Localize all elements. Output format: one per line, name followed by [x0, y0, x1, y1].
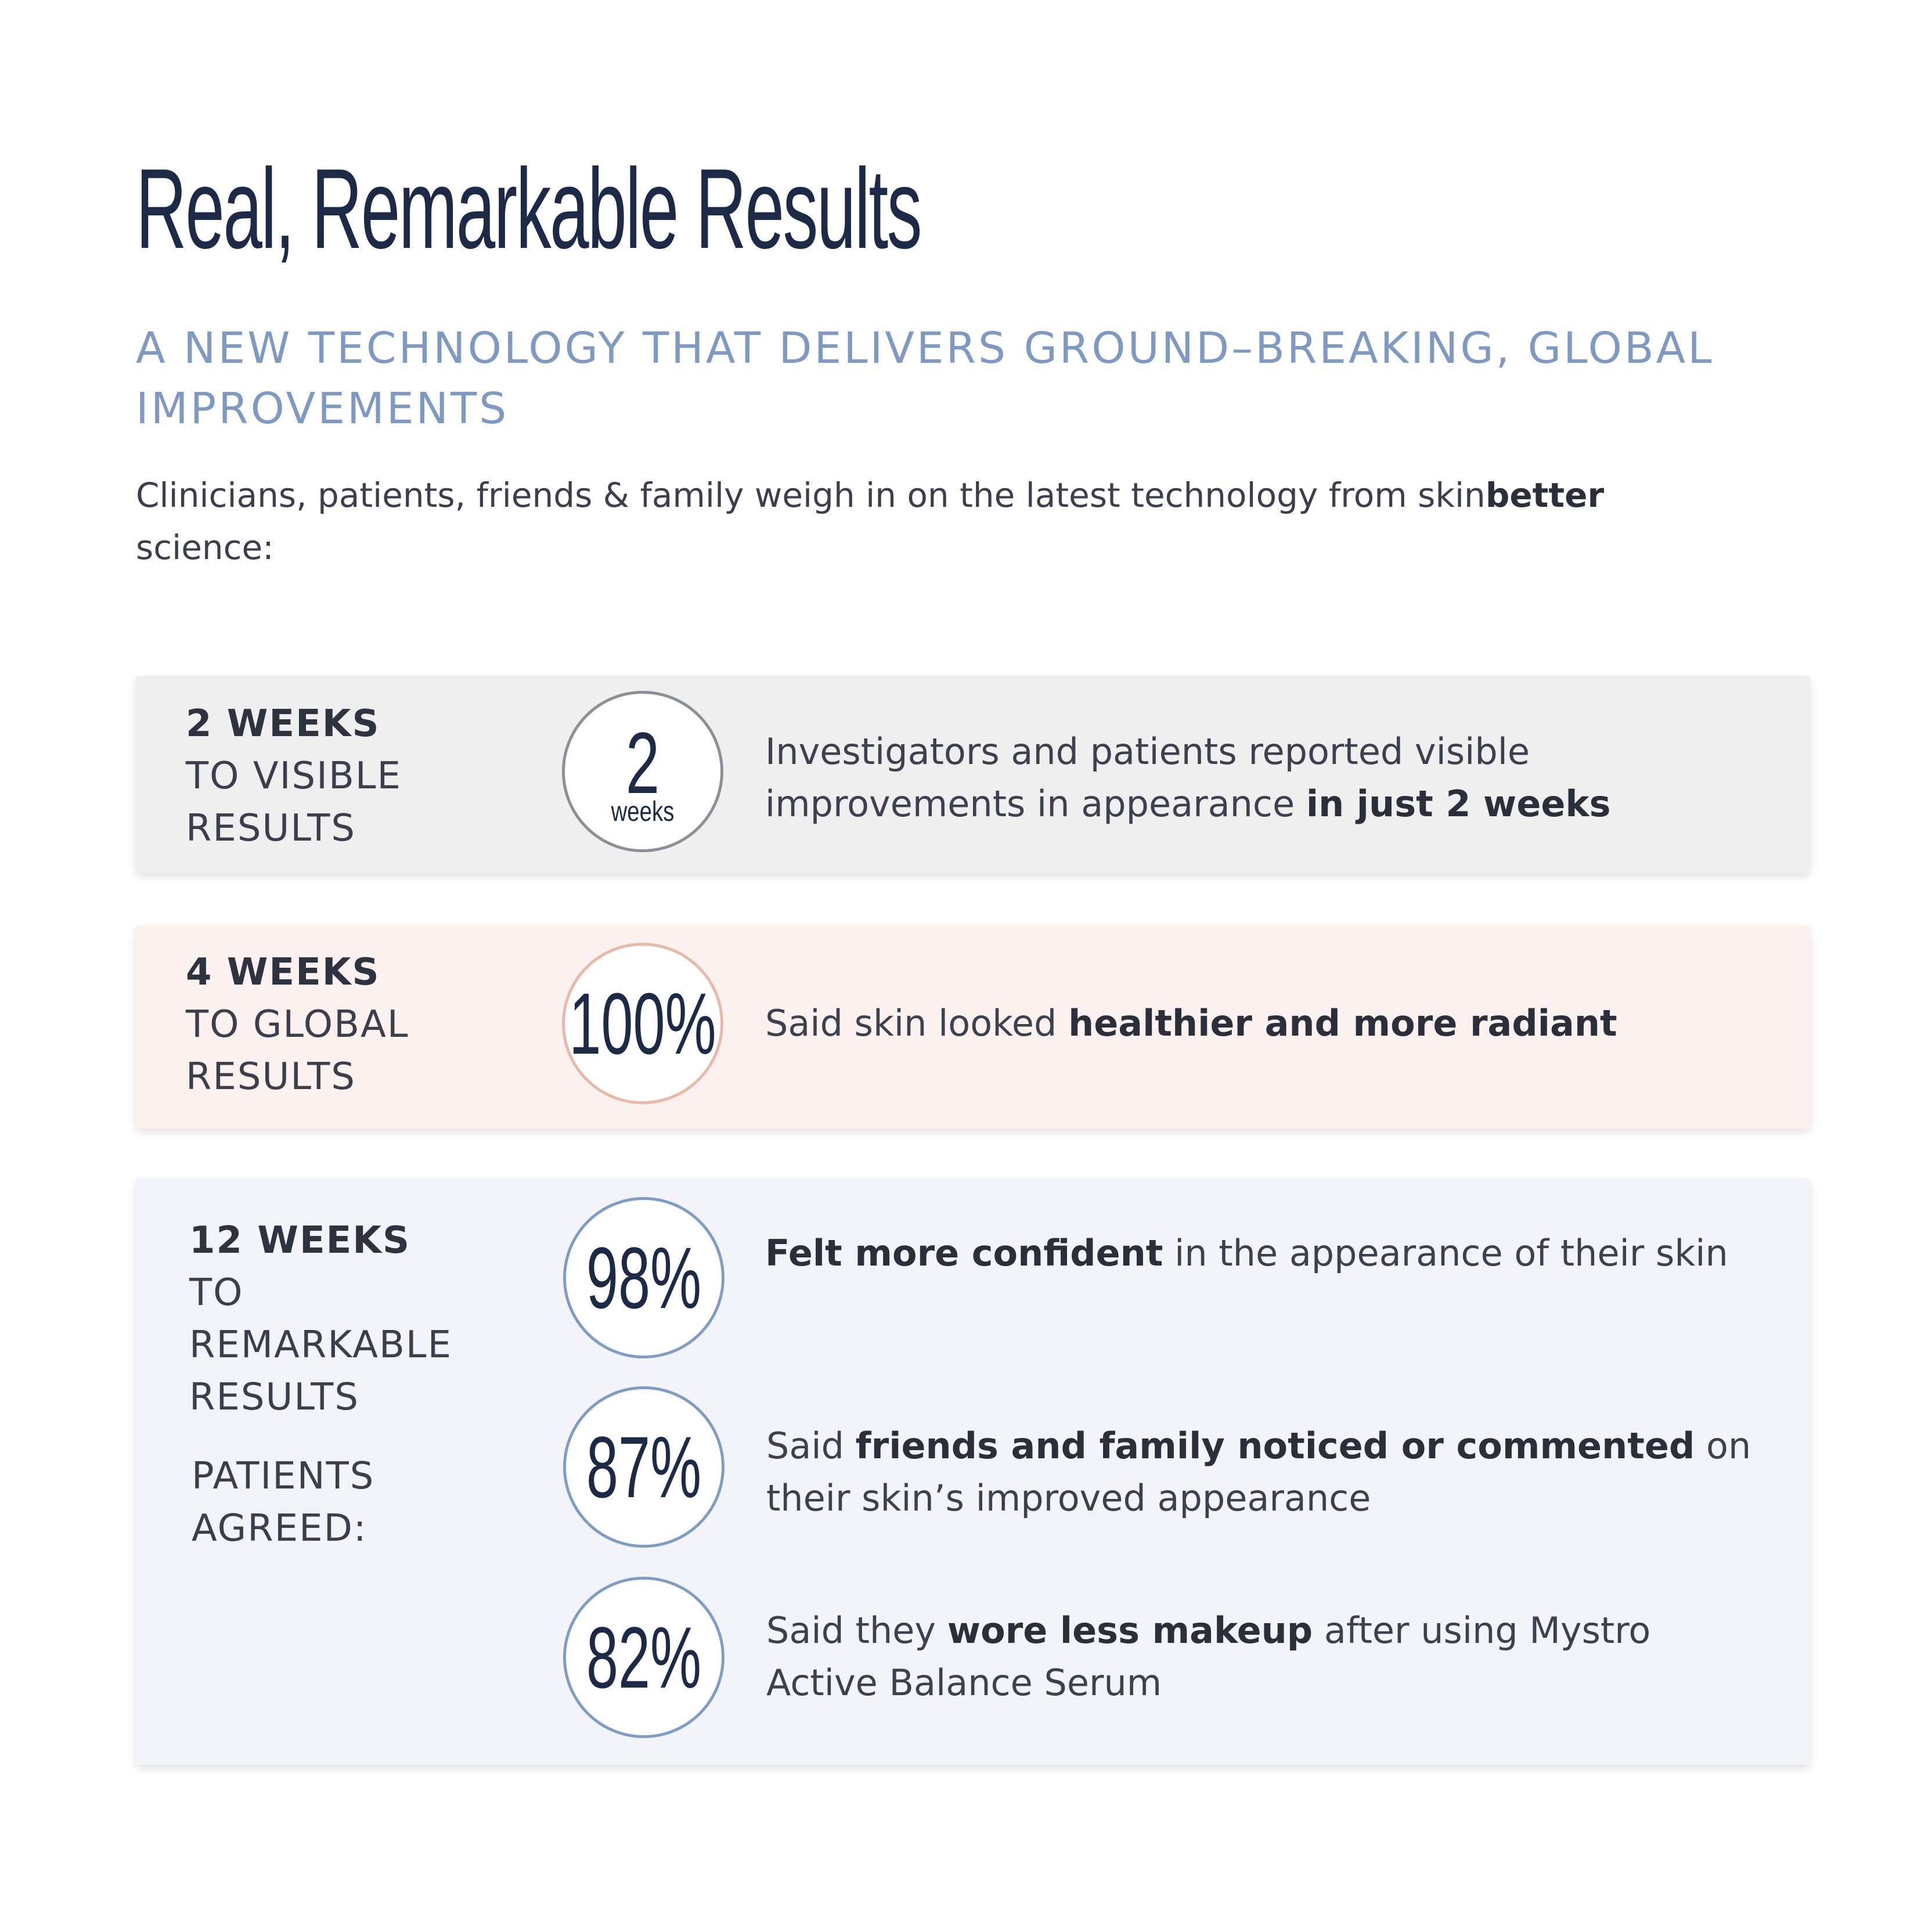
- stat-circle-98-percent: [563, 1197, 724, 1358]
- stat-circle-87-percent: [563, 1386, 724, 1548]
- desc-plain-before: Said they: [766, 1609, 947, 1652]
- stat-circle-value: 87%: [586, 1418, 702, 1516]
- patients-agreed-label-line: AGREED:: [192, 1507, 367, 1550]
- desc-bold: wore less makeup: [947, 1609, 1313, 1652]
- panel-4-weeks-label: [186, 946, 409, 1103]
- stat-circle-value: 98%: [586, 1229, 702, 1327]
- desc-bold: healthier and more radiant: [1068, 1002, 1617, 1044]
- panel-12-weeks: [136, 1178, 1810, 1765]
- intro-text-after: science:: [136, 528, 274, 567]
- panel-4-weeks-description: [765, 997, 1752, 1050]
- panel-12-weeks-label-line: REMARKABLE: [189, 1324, 452, 1367]
- stat-circle-100-percent: [562, 943, 723, 1104]
- stat-98-description: [765, 1227, 1752, 1279]
- stat-circle-unit: weeks: [611, 796, 675, 827]
- desc-plain-before: Said: [766, 1425, 856, 1467]
- desc-plain: Investigators and patients reported visible improvements in appearance: [765, 730, 1530, 825]
- panel-2-weeks: [136, 676, 1810, 873]
- desc-plain: after using Mystro Active Balance Serum: [766, 1609, 1651, 1704]
- desc-bold: in just 2 weeks: [1306, 783, 1611, 825]
- desc-bold: friends and family noticed or commented: [855, 1425, 1695, 1467]
- intro-text-before: Clinicians, patients, friends & family weigh in on the latest technology from skin: [136, 475, 1486, 515]
- desc-plain: on their skin’s improved appearance: [766, 1425, 1751, 1519]
- intro-text: [136, 469, 1703, 574]
- desc-bold: Felt more confident: [765, 1232, 1163, 1274]
- stat-circle-value: 82%: [586, 1609, 702, 1706]
- stat-circle-82-percent: [563, 1577, 724, 1738]
- panel-12-weeks-label-line: TO: [189, 1271, 244, 1314]
- panel-12-weeks-label-bold: 12 WEEKS: [189, 1219, 411, 1262]
- patients-agreed-label: [192, 1450, 374, 1555]
- panel-2-weeks-label-line: RESULTS: [186, 807, 356, 850]
- page-title: Real, Remarkable Results: [136, 145, 921, 272]
- page-subtitle: A NEW TECHNOLOGY THAT DELIVERS GROUND–BREAKING, GLOBAL IMPROVEMENTS: [136, 323, 1714, 434]
- patients-agreed-label-line: PATIENTS: [192, 1455, 375, 1498]
- panel-2-weeks-label: [186, 698, 402, 855]
- stat-circle-value: 2: [625, 714, 660, 812]
- stat-circle-value: 100%: [569, 975, 716, 1072]
- stat-87-description: [766, 1420, 1788, 1524]
- panel-2-weeks-description: [765, 726, 1752, 830]
- stat-82-description: [766, 1605, 1753, 1709]
- panel-4-weeks-label-line: TO GLOBAL: [186, 1003, 409, 1046]
- intro-brand-bold: better: [1485, 475, 1605, 515]
- panel-12-weeks-label: [189, 1214, 452, 1423]
- panel-4-weeks: [136, 925, 1810, 1129]
- panel-12-weeks-label-line: RESULTS: [189, 1376, 359, 1419]
- desc-plain: Said skin looked: [765, 1002, 1069, 1044]
- panel-4-weeks-label-bold: 4 WEEKS: [186, 951, 380, 994]
- panel-4-weeks-label-line: RESULTS: [186, 1055, 356, 1098]
- stat-circle-2-weeks: [562, 691, 723, 852]
- panel-2-weeks-label-bold: 2 WEEKS: [186, 702, 380, 745]
- panel-2-weeks-label-line: TO VISIBLE: [186, 755, 402, 798]
- desc-plain: in the appearance of their skin: [1163, 1232, 1728, 1274]
